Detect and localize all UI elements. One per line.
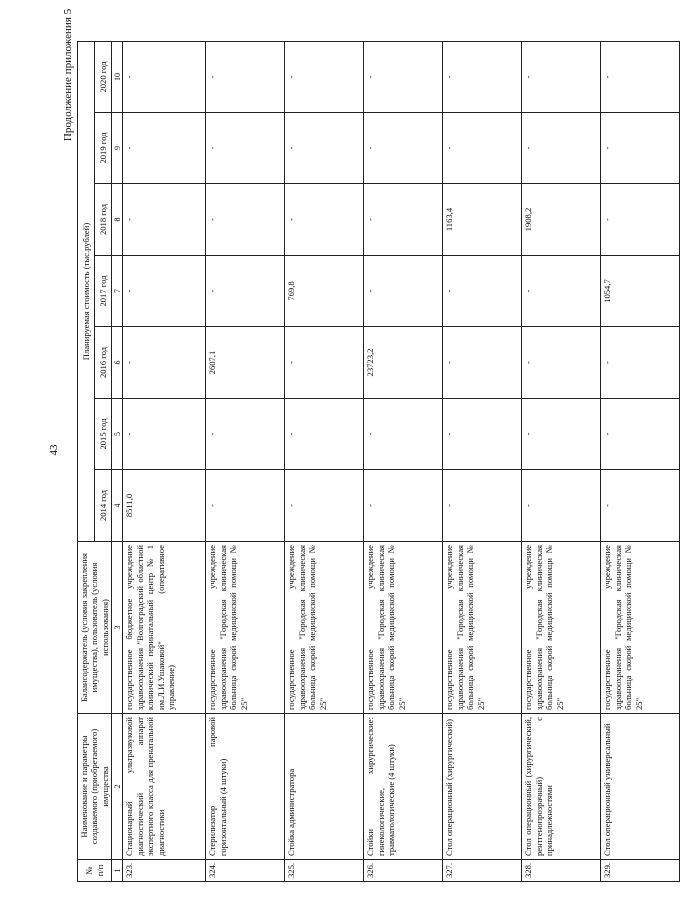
row-value: - (443, 42, 522, 113)
row-value: - (285, 42, 364, 113)
row-name: Стерилизатор паровой горизонтальный (4 штуки) (206, 714, 285, 860)
row-value: - (364, 399, 443, 470)
row-value: - (601, 327, 680, 399)
row-value: 769,8 (285, 256, 364, 327)
column-index: 10 (112, 42, 123, 113)
row-number: 323. (123, 860, 206, 882)
page-number: 43 (48, 444, 60, 456)
row-value: - (285, 184, 364, 256)
table-row (206, 42, 285, 882)
row-value: - (364, 470, 443, 542)
row-value: - (443, 470, 522, 542)
row-value: - (601, 470, 680, 542)
table-row (443, 42, 522, 882)
column-index: 8 (112, 184, 123, 256)
row-value: - (443, 113, 522, 184)
row-value: - (522, 399, 601, 470)
row-name: Стойка администратора (285, 714, 364, 860)
row-value: - (123, 399, 206, 470)
row-number: 329. (601, 860, 680, 882)
row-holder: государственное учреждение здравоохранения "Городская клиническая больница скорой медицинской помощи № 25" (443, 542, 522, 714)
header-name: Наименование и параметры создаваемого (приобретаемого) имущества (78, 714, 112, 860)
row-value: - (123, 256, 206, 327)
row-value: - (443, 256, 522, 327)
header-year: 2016 год (95, 327, 112, 399)
appendix-caption: Продолжение приложения 5 (62, 8, 74, 142)
rotated-table-container (77, 42, 642, 882)
row-value: - (522, 470, 601, 542)
row-value: - (123, 113, 206, 184)
table-row (123, 42, 206, 882)
row-value: - (123, 327, 206, 399)
header-year: 2018 год (95, 184, 112, 256)
row-value: 1163,4 (443, 184, 522, 256)
row-holder: государственное бюджетное учреждение здравоохранения "Волгоградский областной клинический перинатальный центр № 1 им.Л.И.Ушаковой" (оперативное управление) (123, 542, 206, 714)
row-value: 23723,2 (364, 327, 443, 399)
row-value: - (123, 184, 206, 256)
header-cost-group: Планируемая стоимость (тыс.рублей) (78, 42, 95, 542)
row-holder: государственное учреждение здравоохранения "Городская клиническая больница скорой медицинской помощи № 25" (364, 542, 443, 714)
header-year: 2020 год (95, 42, 112, 113)
row-value: - (285, 470, 364, 542)
header-year: 2014 год (95, 470, 112, 542)
column-index: 1 (112, 860, 123, 882)
header-year: 2015 год (95, 399, 112, 470)
row-name: Стойки хирургические: гинекологические, травматологические (4 штуки) (364, 714, 443, 860)
row-holder: государственное учреждение здравоохранения "Городская клиническая больница скорой медицинской помощи № 25" (522, 542, 601, 714)
row-value: 8511,0 (123, 470, 206, 542)
row-name: Стационарный ультразвуковой диагностический аппарат экспертного класса для пренатальной диагностики (123, 714, 206, 860)
header-year: 2019 год (95, 113, 112, 184)
row-value: 1054,7 (601, 256, 680, 327)
table-row (522, 42, 601, 882)
row-value: - (123, 42, 206, 113)
row-value: - (364, 113, 443, 184)
row-value: - (285, 113, 364, 184)
row-value: - (206, 184, 285, 256)
row-value: - (522, 113, 601, 184)
row-value: - (364, 42, 443, 113)
row-name: Стол операционный универсальный (601, 714, 680, 860)
table-row (364, 42, 443, 882)
column-index: 2 (112, 714, 123, 860)
row-value: - (601, 113, 680, 184)
row-name: Стол операционный (хирургический, рентгенопрозрачный) с принадлежностями (522, 714, 601, 860)
row-number: 326. (364, 860, 443, 882)
row-value: - (601, 184, 680, 256)
property-table (77, 41, 680, 882)
header-year: 2017 год (95, 256, 112, 327)
row-value: - (364, 256, 443, 327)
row-value: - (522, 327, 601, 399)
row-number: 324. (206, 860, 285, 882)
row-holder: государственное учреждение здравоохранения "Городская клиническая больница скорой медицинской помощи № 25" (285, 542, 364, 714)
row-number: 325. (285, 860, 364, 882)
row-value: - (522, 256, 601, 327)
row-value: - (443, 399, 522, 470)
table-header (78, 42, 123, 882)
row-value: - (206, 113, 285, 184)
row-value: - (601, 42, 680, 113)
row-value: - (443, 327, 522, 399)
row-value: - (601, 399, 680, 470)
header-num: № п/п (78, 860, 112, 882)
row-value: - (206, 42, 285, 113)
column-index: 7 (112, 256, 123, 327)
row-value: 2607,1 (206, 327, 285, 399)
row-value: - (285, 327, 364, 399)
table-body (123, 42, 680, 882)
row-value: 1908,2 (522, 184, 601, 256)
row-value: - (364, 184, 443, 256)
column-index-row (112, 42, 123, 882)
row-name: Стол операционный (хирургический) (443, 714, 522, 860)
column-index: 9 (112, 113, 123, 184)
row-value: - (522, 42, 601, 113)
table-row (285, 42, 364, 882)
row-number: 328. (522, 860, 601, 882)
row-value: - (285, 399, 364, 470)
row-holder: государственное учреждение здравоохранения "Городская клиническая больница скорой медицинской помощи № 25" (601, 542, 680, 714)
row-value: - (206, 256, 285, 327)
column-index: 6 (112, 327, 123, 399)
table-row (601, 42, 680, 882)
row-value: - (206, 399, 285, 470)
header-holder: Балансодержатель (условия закрепления имущества), пользователь (условия использования) (78, 542, 112, 714)
row-value: - (206, 470, 285, 542)
column-index: 4 (112, 470, 123, 542)
row-holder: государственное учреждение здравоохранения "Городская клиническая больница скорой медицинской помощи № 25" (206, 542, 285, 714)
column-index: 5 (112, 399, 123, 470)
row-number: 327. (443, 860, 522, 882)
column-index: 3 (112, 542, 123, 714)
